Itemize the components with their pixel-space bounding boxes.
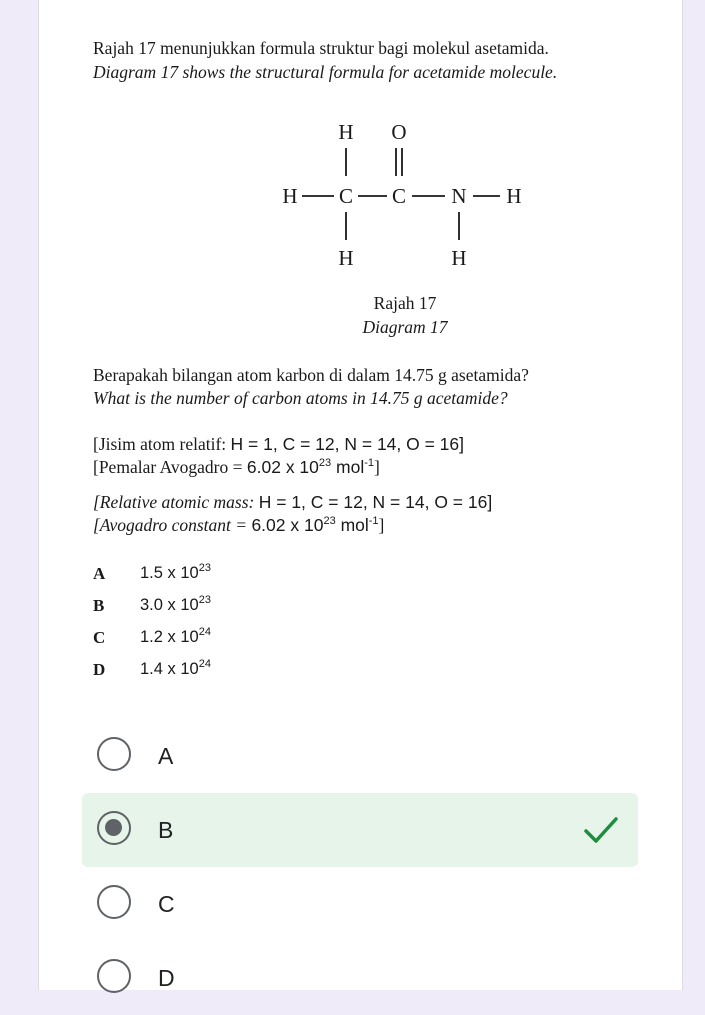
choice-d[interactable] [82, 941, 638, 1015]
question-text-ms: Rajah 17 menunjukkan formula struktur bagi molekul asetamida. [93, 38, 549, 58]
option-value: 1.2 x $10^{24}$ [140, 626, 211, 646]
option-letter: B [93, 596, 105, 615]
atom-h-top: H [338, 120, 354, 144]
choice-label: C [158, 891, 175, 917]
option-value: 3.0 x $10^{23}$ [140, 594, 211, 614]
atom-n: N [451, 184, 467, 208]
choice-label: D [158, 965, 175, 991]
radio-button[interactable] [97, 959, 131, 993]
option-value: 1.4 x $10^{24}$ [140, 658, 211, 678]
ram-line-en: [Relative atomic mass: H = 1, C = 12, N = 14, O = 16] [93, 492, 493, 512]
atom-h-left: H [282, 184, 298, 208]
acetamide-structure-diagram [270, 112, 540, 277]
option-value: 1.5 x $10^{23}$ [140, 562, 211, 582]
diagram-caption-en: Diagram 17 [362, 317, 448, 337]
choice-a[interactable] [82, 719, 638, 793]
option-letter: D [93, 660, 106, 679]
radio-button[interactable] [97, 885, 131, 919]
radio-button-selected[interactable] [97, 811, 131, 845]
atom-c2: C [391, 184, 407, 208]
prompt-ms: Berapakah bilangan atom karbon di dalam 14.75 g asetamida? [93, 365, 529, 385]
atom-o-top: O [391, 120, 407, 144]
question-text-en: Diagram 17 shows the structural formula for acetamide molecule. [93, 62, 558, 82]
avogadro-line-ms: [Pemalar Avogadro = 6.02 x $10^{23}$ mol$^{-1}$] [93, 457, 380, 477]
choice-label: A [158, 743, 174, 769]
prompt-en: What is the number of carbon atoms in 14.75 g acetamide? [93, 388, 508, 408]
avogadro-line-en: [Avogadro constant = 6.02 x $10^{23}$ mol$^{-1}$] [93, 515, 385, 535]
choice-label: B [158, 817, 174, 843]
choice-c[interactable] [82, 867, 638, 941]
option-letter: A [93, 564, 106, 583]
ram-line-ms: [Jisim atom relatif: H = 1, C = 12, N = 14, O = 16] [93, 434, 465, 454]
radio-dot [105, 819, 122, 836]
atom-h-right: H [506, 184, 522, 208]
atom-h-n-bottom: H [451, 246, 467, 270]
atom-h-bottom: H [338, 246, 354, 270]
check-icon [582, 811, 620, 849]
option-letter: C [93, 628, 106, 647]
atom-c1: C [338, 184, 354, 208]
choice-b[interactable] [82, 793, 638, 867]
diagram-caption-ms: Rajah 17 [373, 293, 437, 313]
radio-button[interactable] [97, 737, 131, 771]
